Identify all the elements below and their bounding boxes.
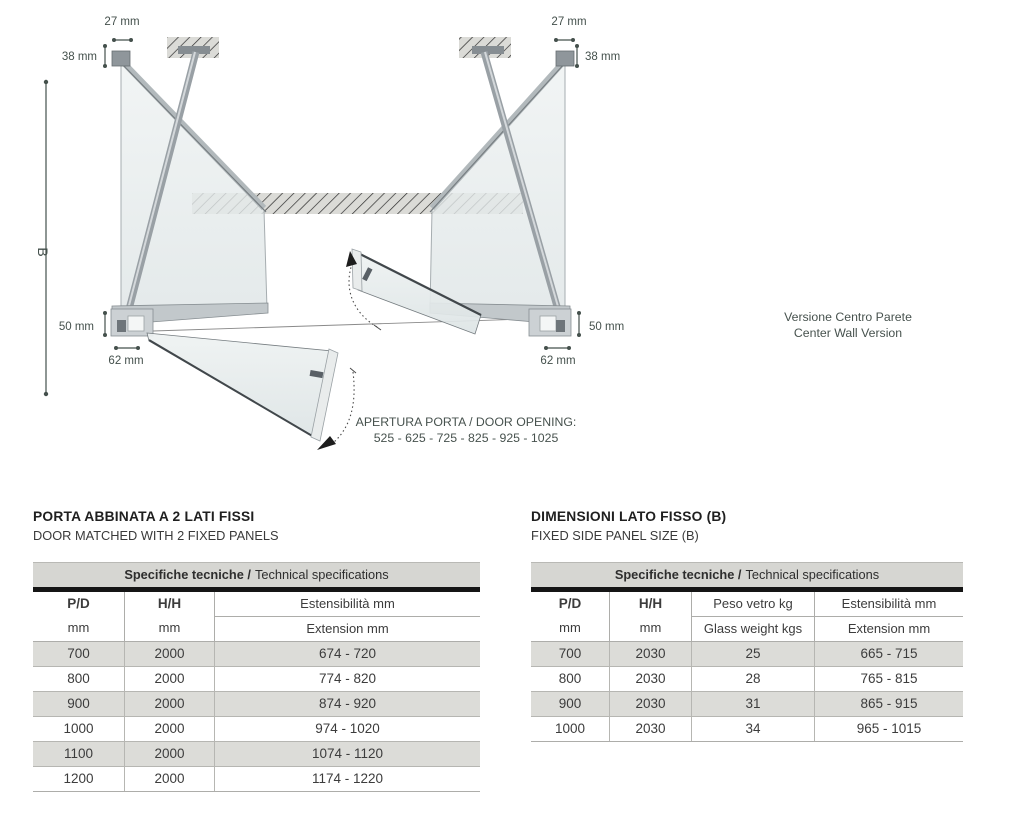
table-row	[531, 642, 963, 666]
spec-header-bold: Specifiche tecniche /	[614, 567, 742, 582]
column-header: P/D mm	[33, 592, 125, 641]
door-panel-open-outward	[147, 333, 356, 450]
table-row	[531, 716, 963, 741]
dim-50mm-left-label: 50 mm	[58, 321, 94, 333]
table-cell: 25	[692, 642, 815, 666]
table-cell: 2000	[125, 642, 215, 666]
left-table-body	[33, 641, 480, 792]
table-row	[531, 666, 963, 691]
dim-27mm-left-label: 27 mm	[104, 16, 140, 28]
spec-table-fixed-side-panel	[531, 509, 963, 742]
dim-50mm-right-label: 50 mm	[589, 321, 625, 333]
table-row	[33, 741, 480, 766]
table-cell: 1074 - 1120	[311, 746, 384, 761]
table-row	[33, 666, 480, 691]
table-cell: 900	[33, 692, 125, 716]
table-cell: 2000	[125, 767, 215, 791]
column-header: Estensibilità mm Extension mm	[815, 592, 963, 641]
column-header: Estensibilità mm Extension mm	[215, 592, 480, 641]
table-cell: 800	[33, 667, 125, 691]
table-cell: 700	[33, 642, 125, 666]
spec-header-band	[531, 562, 963, 587]
table-cell: 974 - 1020	[315, 721, 380, 736]
column-headers	[33, 592, 480, 641]
dim-62mm-right-label: 62 mm	[540, 355, 576, 367]
spec-header-regular: Technical specifications	[745, 567, 880, 582]
spec-header-bold: Specifiche tecniche /	[124, 567, 251, 582]
table-cell: 1000	[33, 717, 125, 741]
table-cell: 674 - 720	[318, 646, 377, 661]
door-opening-note-line1: APERTURA PORTA / DOOR OPENING:	[355, 415, 577, 429]
dim-38mm-right-label: 38 mm	[585, 51, 621, 63]
table-row	[531, 691, 963, 716]
table-cell: 865 - 915	[860, 696, 918, 711]
table-cell: 34	[692, 717, 815, 741]
table-cell: 2030	[610, 692, 692, 716]
base-rail-left	[111, 303, 268, 336]
table-cell: 2000	[125, 667, 215, 691]
table-title: DIMENSIONI LATO FISSO (B)	[531, 509, 727, 524]
column-header: Peso vetro kg Glass weight kgs	[692, 592, 815, 641]
version-note-line2: Center Wall Version	[793, 326, 903, 340]
table-row	[33, 691, 480, 716]
column-header: H/H mm	[610, 592, 692, 641]
dim-62mm-left-label: 62 mm	[108, 355, 144, 367]
table-cell: 28	[692, 667, 815, 691]
threshold-line	[153, 318, 557, 331]
column-header: H/H mm	[125, 592, 215, 641]
table-row	[33, 766, 480, 791]
table-cell: 900	[531, 692, 610, 716]
table-cell: 1000	[531, 717, 610, 741]
table-row	[33, 642, 480, 666]
table-cell: 2030	[610, 667, 692, 691]
table-cell: 874 - 920	[318, 696, 377, 711]
table-cell: 1174 - 1220	[311, 771, 384, 786]
column-header: P/D mm	[531, 592, 610, 641]
table-title: PORTA ABBINATA A 2 LATI FISSI	[33, 509, 255, 524]
spec-header-band	[33, 562, 480, 587]
table-cell: 2000	[125, 742, 215, 766]
table-subtitle: FIXED SIDE PANEL SIZE (B)	[531, 528, 699, 543]
table-cell: 700	[531, 642, 610, 666]
table-cell: 774 - 820	[318, 671, 377, 686]
table-cell: 2030	[610, 642, 692, 666]
table-cell: 765 - 815	[860, 671, 918, 686]
table-cell: 31	[692, 692, 815, 716]
dim-B-label: B	[35, 247, 51, 257]
spec-header-regular: Technical specifications	[254, 567, 389, 582]
table-cell: 965 - 1015	[856, 721, 922, 736]
door-opening-note-line2: 525 - 625 - 725 - 825 - 925 - 1025	[373, 431, 559, 445]
table-row	[33, 716, 480, 741]
table-cell: 2000	[125, 717, 215, 741]
version-note-line1: Versione Centro Parete	[784, 310, 912, 324]
right-table-body	[531, 641, 963, 742]
table-cell: 2030	[610, 717, 692, 741]
dim-38mm-left-label: 38 mm	[61, 51, 97, 63]
spec-table-door-with-2-fixed-panels	[33, 509, 480, 792]
column-headers	[531, 592, 963, 641]
table-cell: 665 - 715	[860, 646, 918, 661]
table-cell: 1200	[33, 767, 125, 791]
table-cell: 1100	[33, 742, 125, 766]
table-cell: 2000	[125, 692, 215, 716]
table-cell: 800	[531, 667, 610, 691]
dim-27mm-right-label: 27 mm	[551, 16, 587, 28]
table-subtitle: DOOR MATCHED WITH 2 FIXED PANELS	[33, 528, 279, 543]
